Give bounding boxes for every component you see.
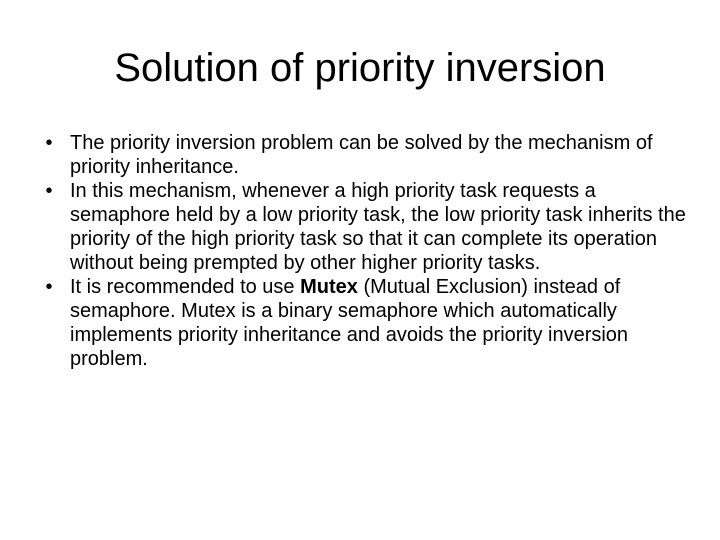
bullet-item-mutex [36,275,686,371]
bullet-text: The priority inversion problem can be solved by the mechanism of priority inheritance. [70,132,653,178]
slide-title: Solution of priority inversion [114,46,606,90]
bullet-text: In this mechanism, whenever a high priority task requests a semaphore held by a low priority task, the low priority task inherits the priority of the high priority task so that it can complete its operation without being prempted by other higher priority tasks. [70,180,686,274]
bullet-text-before: It is recommended to use [70,276,301,298]
bullet-item-mechanism [36,179,686,275]
bullet-list [36,131,686,371]
bullet-text-after: (Mutual Exclusion) instead of semaphore. Mutex is a binary semaphore which automatically implements priority inheritance and avoids the priority inversion problem. [70,276,629,370]
bullet-icon: • [45,180,53,202]
bullet-bold-term: Mutex [300,276,358,298]
bullet-icon: • [45,276,53,298]
bullet-icon: • [45,132,53,154]
bullet-item-priority-inheritance [36,131,686,179]
